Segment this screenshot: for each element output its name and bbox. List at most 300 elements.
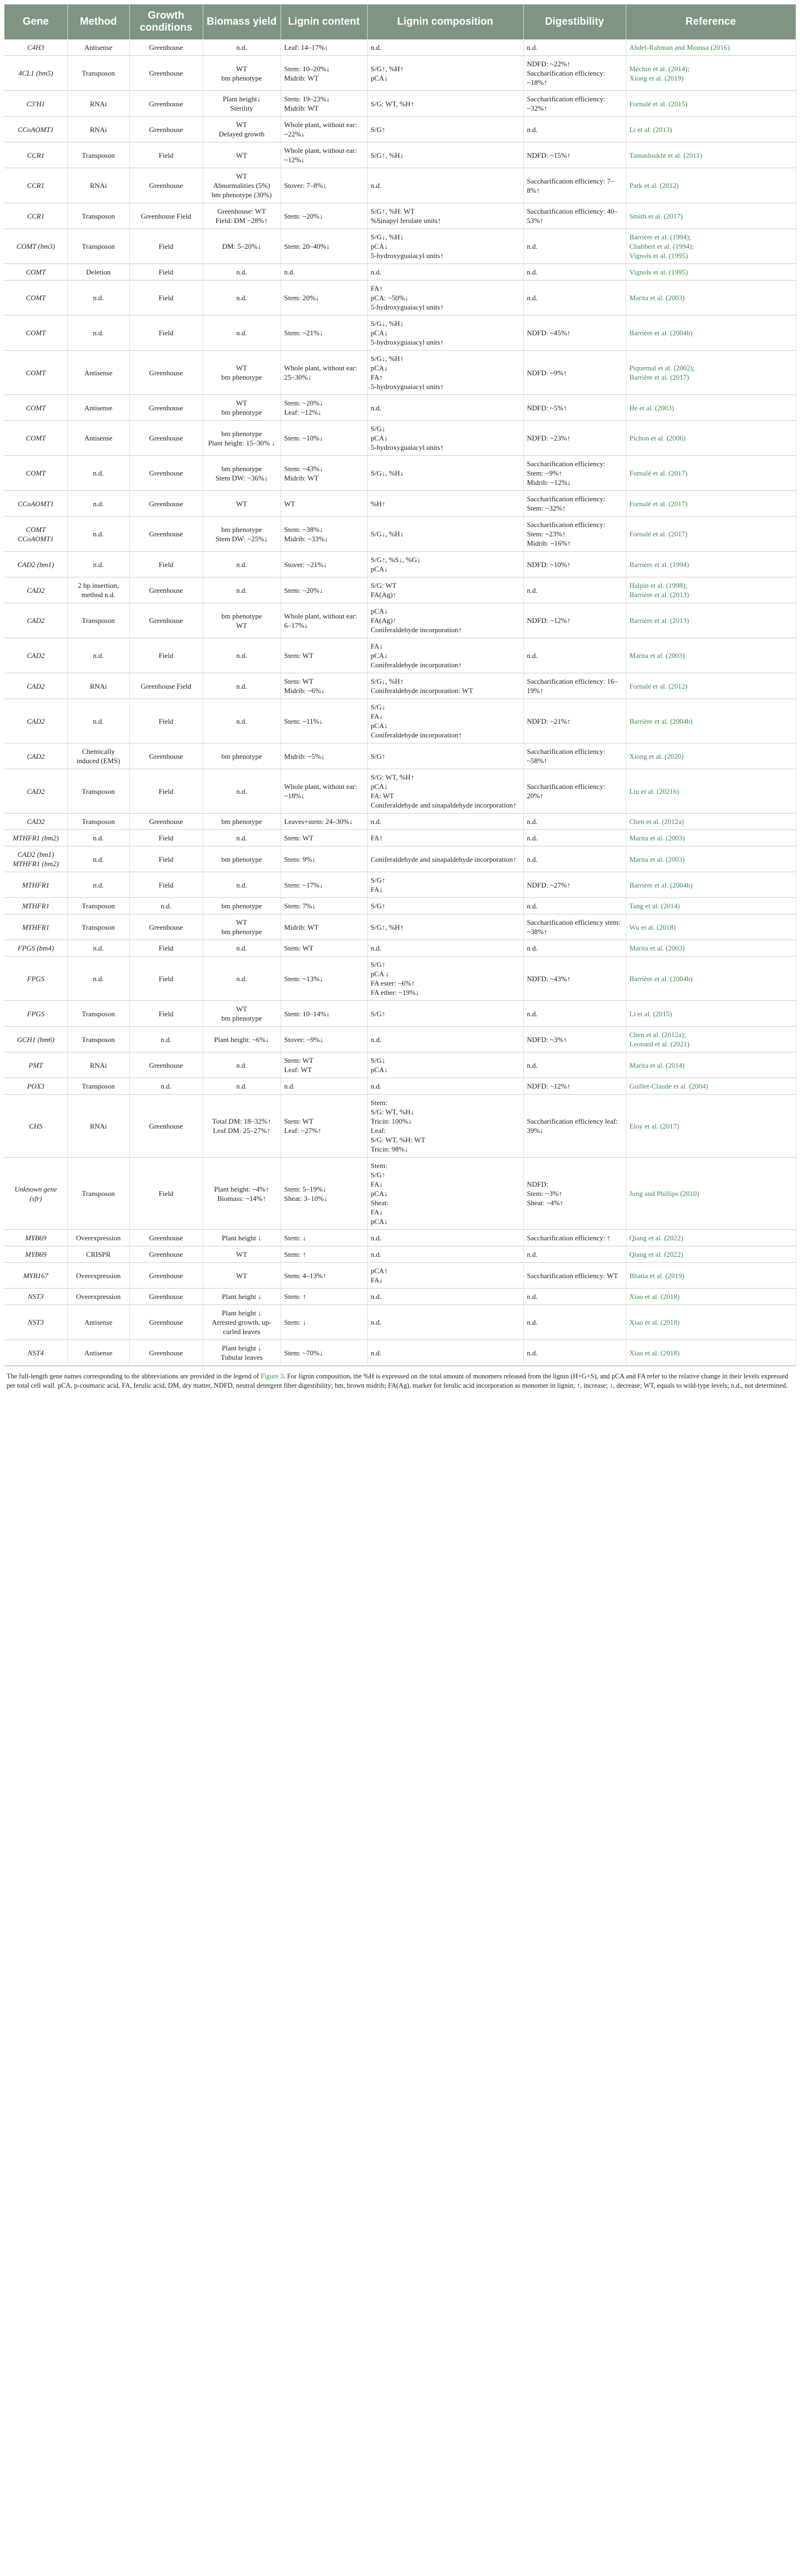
table-row xyxy=(4,351,796,395)
cell-reference[interactable]: Barrière et al. (1994); Chabbert et al. (1994); Vignols et al. (1995) xyxy=(626,229,796,264)
cell-growth-conditions: Greenhouse xyxy=(129,914,203,940)
cell-biomass-yield: WT bm phenotype xyxy=(203,1001,281,1027)
cell-biomass-yield: bm phenotype Plant height: 15–30% ↓ xyxy=(203,421,281,456)
cell-method: RNAi xyxy=(67,91,129,117)
cell-digestibility: Saccharification efficiency: Stem: ~9%↑ Midrib: ~12%↓ xyxy=(523,456,626,491)
cell-digestibility: Saccharification efficiency: 20%↑ xyxy=(523,769,626,814)
cell-method: Transposon xyxy=(67,203,129,229)
cell-gene: C4H3 xyxy=(4,39,67,56)
table-row xyxy=(4,1027,796,1052)
cell-reference[interactable]: Méchin et al. (2014); Xiong et al. (2019) xyxy=(626,56,796,91)
cell-biomass-yield: Greenhouse: WT Field: DM ~28%↑ xyxy=(203,203,281,229)
cell-reference[interactable]: Li et al. (2013) xyxy=(626,117,796,142)
cell-biomass-yield: WT Delayed growth xyxy=(203,117,281,142)
cell-biomass-yield: n.d. xyxy=(203,264,281,281)
cell-digestibility: n.d. xyxy=(523,281,626,316)
cell-lignin-content: Stem: WT Leaf: WT xyxy=(281,1052,367,1078)
cell-lignin-content: Whole plant, without ear: ~18%↓ xyxy=(281,769,367,814)
cell-lignin-content: Stover: 7–8%↓ xyxy=(281,168,367,203)
table-row xyxy=(4,957,796,1001)
cell-biomass-yield: n.d. xyxy=(203,1078,281,1095)
cell-growth-conditions: Field xyxy=(129,316,203,351)
cell-digestibility: NDFD: ~9%↑ xyxy=(523,351,626,395)
cell-reference[interactable]: Barrière et al. (2004b) xyxy=(626,699,796,743)
cell-lignin-composition: S/G: WT, %H↑ xyxy=(367,91,523,117)
cell-reference[interactable]: Qiang et al. (2022) xyxy=(626,1246,796,1263)
cell-digestibility: Saccharification efficiency: 7–8%↑ xyxy=(523,168,626,203)
cell-biomass-yield: WT xyxy=(203,1263,281,1289)
cell-reference[interactable]: Marita et al. (2003) xyxy=(626,638,796,673)
cell-gene: NST4 xyxy=(4,1340,67,1366)
cell-reference[interactable]: Fornalé et al. (2017) xyxy=(626,456,796,491)
cell-method: Chemically induced (EMS) xyxy=(67,743,129,769)
cell-method: Deletion xyxy=(67,264,129,281)
cell-reference[interactable]: Xiao et al. (2018) xyxy=(626,1289,796,1305)
cell-lignin-content: Stem: ~38%↓ Midrib: ~33%↓ xyxy=(281,517,367,552)
cell-digestibility: n.d. xyxy=(523,229,626,264)
cell-reference[interactable]: Liu et al. (2021b) xyxy=(626,769,796,814)
cell-reference[interactable]: Bhatia et al. (2019) xyxy=(626,1263,796,1289)
cell-method: n.d. xyxy=(67,940,129,957)
cell-lignin-content: Stem: ↓ xyxy=(281,1230,367,1246)
header-reference: Reference xyxy=(626,4,796,39)
cell-growth-conditions: Greenhouse xyxy=(129,577,203,603)
header-digestibility: Digestibility xyxy=(523,4,626,39)
table-row xyxy=(4,872,796,898)
cell-reference[interactable]: Chen et al. (2012a) xyxy=(626,814,796,830)
cell-lignin-content: Stem: ~13%↓ xyxy=(281,957,367,1001)
cell-biomass-yield: Plant height: ~6%↓ xyxy=(203,1027,281,1052)
cell-method: Transposon xyxy=(67,142,129,168)
table-container xyxy=(4,4,796,1395)
cell-reference[interactable]: He et al. (2003) xyxy=(626,395,796,421)
cell-lignin-composition: S/G↑ FA↓ xyxy=(367,872,523,898)
table-row xyxy=(4,638,796,673)
cell-digestibility: n.d. xyxy=(523,898,626,914)
cell-gene: 4CL1 (bm5) xyxy=(4,56,67,91)
cell-growth-conditions: Greenhouse xyxy=(129,91,203,117)
cell-reference[interactable]: Halpin et al. (1998); Barrière et al. (2013) xyxy=(626,577,796,603)
cell-gene: C3'H1 xyxy=(4,91,67,117)
cell-lignin-content: Stem: ~17%↓ xyxy=(281,872,367,898)
cell-lignin-content: Whole plant, without ear: 6–17%↓ xyxy=(281,603,367,638)
cell-gene: POX3 xyxy=(4,1078,67,1095)
cell-lignin-composition: FA↓ pCA↓ Coniferaldehyde incorporation↑ xyxy=(367,638,523,673)
cell-gene: COMT xyxy=(4,395,67,421)
cell-gene: GCH1 (bm6) xyxy=(4,1027,67,1052)
cell-digestibility: NDFD: ~23%↑ xyxy=(523,421,626,456)
cell-gene: MYB69 xyxy=(4,1230,67,1246)
cell-lignin-content: Stem: ~11%↓ xyxy=(281,699,367,743)
table-row xyxy=(4,39,796,56)
cell-growth-conditions: Greenhouse xyxy=(129,456,203,491)
table-row xyxy=(4,203,796,229)
cell-biomass-yield: n.d. xyxy=(203,552,281,577)
cell-digestibility: n.d. xyxy=(523,830,626,846)
table-body xyxy=(4,39,796,1366)
cell-growth-conditions: Field xyxy=(129,552,203,577)
cell-growth-conditions: Greenhouse xyxy=(129,351,203,395)
cell-lignin-composition: S/G↑ pCA ↓ FA ester: ~6%↑ FA ether: ~19%↓ xyxy=(367,957,523,1001)
cell-reference[interactable]: Abdel-Rahman and Moussa (2016) xyxy=(626,39,796,56)
cell-digestibility: n.d. xyxy=(523,1246,626,1263)
cell-lignin-content: Stem: ~10%↓ xyxy=(281,421,367,456)
cell-method: n.d. xyxy=(67,957,129,1001)
cell-lignin-composition: Coniferaldehyde and sinapaldehyde incorporation↑ xyxy=(367,846,523,872)
cell-method: Transposon xyxy=(67,898,129,914)
cell-reference[interactable]: Li et al. (2015) xyxy=(626,1001,796,1027)
cell-method: Transposon xyxy=(67,56,129,91)
table-row xyxy=(4,168,796,203)
table-row xyxy=(4,1078,796,1095)
cell-growth-conditions: Field xyxy=(129,872,203,898)
cell-biomass-yield: WT bm phenotype xyxy=(203,914,281,940)
cell-biomass-yield: bm phenotype Stem DW: ~36%↓ xyxy=(203,456,281,491)
cell-lignin-content: n.d. xyxy=(281,264,367,281)
cell-reference[interactable]: Barrière et al. (2004b) xyxy=(626,957,796,1001)
cell-biomass-yield: WT Abnormalities (5%) bm phenotype (30%) xyxy=(203,168,281,203)
table-row xyxy=(4,940,796,957)
cell-lignin-composition: S/G↓, %H↓ xyxy=(367,517,523,552)
cell-digestibility: NDFD: ~12%↑ xyxy=(523,1078,626,1095)
cell-lignin-composition: Stem: S/G↑ FA↓ pCA↓ Sheat: FA↓ pCA↓ xyxy=(367,1158,523,1230)
cell-method: Overexpression xyxy=(67,1263,129,1289)
cell-method: n.d. xyxy=(67,846,129,872)
cell-method: n.d. xyxy=(67,316,129,351)
cell-method: RNAi xyxy=(67,1095,129,1158)
cell-lignin-content: Stem: ↓ xyxy=(281,1305,367,1340)
cell-gene: NST3 xyxy=(4,1289,67,1305)
cell-reference[interactable]: Xiong et al. (2020) xyxy=(626,743,796,769)
table-row xyxy=(4,316,796,351)
table-row xyxy=(4,91,796,117)
cell-biomass-yield: WT bm phenotype xyxy=(203,395,281,421)
cell-gene: CAD2 xyxy=(4,638,67,673)
cell-method: RNAi xyxy=(67,117,129,142)
cell-digestibility: Saccharification efficiency: ~32%↑ xyxy=(523,91,626,117)
cell-method: n.d. xyxy=(67,830,129,846)
cell-method: Transposon xyxy=(67,1158,129,1230)
cell-method: n.d. xyxy=(67,281,129,316)
cell-lignin-content: Stem: ↑ xyxy=(281,1246,367,1263)
data-table xyxy=(4,4,796,1366)
cell-growth-conditions: Greenhouse xyxy=(129,814,203,830)
cell-lignin-composition: S/G↓ FA↓ pCA↓ Coniferaldehyde incorporation↑ xyxy=(367,699,523,743)
cell-gene: COMT xyxy=(4,456,67,491)
cell-digestibility: Saccharification efficiency: ↑ xyxy=(523,1230,626,1246)
cell-digestibility: Saccharification efficiency: Stem: ~32%↑ xyxy=(523,491,626,517)
cell-method: n.d. xyxy=(67,638,129,673)
header-row xyxy=(4,4,796,39)
cell-method: Transposon xyxy=(67,1078,129,1095)
header-growth-conditions: Growth conditions xyxy=(129,4,203,39)
cell-biomass-yield: n.d. xyxy=(203,957,281,1001)
cell-lignin-composition: S/G↑ xyxy=(367,743,523,769)
table-row xyxy=(4,456,796,491)
cell-reference[interactable]: Marita et al. (2003) xyxy=(626,281,796,316)
table-row xyxy=(4,769,796,814)
cell-digestibility: n.d. xyxy=(523,1052,626,1078)
cell-lignin-composition: S/G: WT FA(Ag)↑ xyxy=(367,577,523,603)
cell-gene: COMT CCoAOMT1 xyxy=(4,517,67,552)
cell-growth-conditions: Greenhouse xyxy=(129,603,203,638)
cell-reference[interactable]: Qiang et al. (2022) xyxy=(626,1230,796,1246)
cell-lignin-composition: FA↑ xyxy=(367,830,523,846)
cell-growth-conditions: Greenhouse xyxy=(129,1095,203,1158)
cell-biomass-yield: Plant height: ~4%↑ Biomass: ~14%↑ xyxy=(203,1158,281,1230)
table-row xyxy=(4,1158,796,1230)
cell-biomass-yield: Plant height ↓ xyxy=(203,1230,281,1246)
cell-reference[interactable]: Tamasloukht et al. (2011) xyxy=(626,142,796,168)
cell-reference[interactable]: Smith et al. (2017) xyxy=(626,203,796,229)
cell-lignin-composition: n.d. xyxy=(367,395,523,421)
cell-gene: CCR1 xyxy=(4,142,67,168)
cell-digestibility: n.d. xyxy=(523,1305,626,1340)
table-row xyxy=(4,56,796,91)
cell-lignin-content: Stem: ~43%↓ Midrib: WT xyxy=(281,456,367,491)
cell-digestibility: n.d. xyxy=(523,814,626,830)
table-row xyxy=(4,743,796,769)
table-row xyxy=(4,814,796,830)
cell-growth-conditions: Field xyxy=(129,940,203,957)
table-row xyxy=(4,1052,796,1078)
cell-biomass-yield: WT bm phenotype xyxy=(203,56,281,91)
cell-gene: CCR1 xyxy=(4,168,67,203)
cell-biomass-yield: n.d. xyxy=(203,39,281,56)
cell-method: Overexpression xyxy=(67,1289,129,1305)
cell-method: Overexpression xyxy=(67,1230,129,1246)
cell-reference[interactable]: Marita et al. (2003) xyxy=(626,846,796,872)
cell-lignin-composition: n.d. xyxy=(367,1078,523,1095)
cell-biomass-yield: n.d. xyxy=(203,1052,281,1078)
table-row xyxy=(4,517,796,552)
cell-biomass-yield: n.d. xyxy=(203,940,281,957)
cell-biomass-yield: n.d. xyxy=(203,872,281,898)
cell-biomass-yield: DM: 5–20%↓ xyxy=(203,229,281,264)
cell-lignin-composition: S/G↑ xyxy=(367,1001,523,1027)
cell-biomass-yield: bm phenotype xyxy=(203,814,281,830)
cell-gene: CAD2 xyxy=(4,577,67,603)
cell-gene: MTHFR1 xyxy=(4,898,67,914)
cell-method: n.d. xyxy=(67,872,129,898)
cell-growth-conditions: Greenhouse xyxy=(129,39,203,56)
cell-reference[interactable]: Marita et al. (2014) xyxy=(626,1052,796,1078)
cell-lignin-composition: n.d. xyxy=(367,940,523,957)
cell-method: n.d. xyxy=(67,552,129,577)
cell-lignin-composition: S/G↑, %H↑ pCA↓ xyxy=(367,56,523,91)
cell-lignin-composition: S/G↓, %H↓ pCA↓ 5-hydroxyguaiacyl units↑ xyxy=(367,316,523,351)
cell-gene: FPGS xyxy=(4,1001,67,1027)
cell-growth-conditions: n.d. xyxy=(129,1027,203,1052)
cell-growth-conditions: Greenhouse xyxy=(129,1246,203,1263)
cell-reference[interactable]: Barrière et al. (2004b) xyxy=(626,316,796,351)
table-row xyxy=(4,1095,796,1158)
cell-reference[interactable]: Eloy et al. (2017) xyxy=(626,1095,796,1158)
cell-reference[interactable]: Piquemal et al. (2002); Barrière et al. (2017) xyxy=(626,351,796,395)
cell-method: CRISPR xyxy=(67,1246,129,1263)
cell-growth-conditions: Greenhouse xyxy=(129,168,203,203)
cell-digestibility: Saccharification efficiency: 40–53%↑ xyxy=(523,203,626,229)
cell-digestibility: NDFD: ~5%↑ xyxy=(523,395,626,421)
cell-lignin-content: Stover: ~21%↓ xyxy=(281,552,367,577)
table-row xyxy=(4,846,796,872)
cell-reference[interactable]: Marita et al. (2003) xyxy=(626,940,796,957)
cell-digestibility: n.d. xyxy=(523,39,626,56)
cell-reference[interactable]: Park et al. (2012) xyxy=(626,168,796,203)
cell-method: Transposon xyxy=(67,769,129,814)
cell-gene: CCoAOMT1 xyxy=(4,117,67,142)
cell-growth-conditions: Field xyxy=(129,281,203,316)
cell-method: n.d. xyxy=(67,456,129,491)
header-method: Method xyxy=(67,4,129,39)
cell-growth-conditions: Field xyxy=(129,142,203,168)
cell-reference[interactable]: Jung and Phillips (2010) xyxy=(626,1158,796,1230)
cell-reference[interactable]: Tang et al. (2014) xyxy=(626,898,796,914)
cell-growth-conditions: Greenhouse xyxy=(129,491,203,517)
cell-method: Transposon xyxy=(67,1001,129,1027)
cell-gene: CAD2 xyxy=(4,673,67,699)
cell-reference[interactable]: Wu et al. (2018) xyxy=(626,914,796,940)
cell-lignin-content: Stem: 20%↓ xyxy=(281,281,367,316)
cell-digestibility: NDFD: ~3%↑ xyxy=(523,1027,626,1052)
cell-lignin-composition: S/G↑, %H↑ xyxy=(367,914,523,940)
cell-growth-conditions: Field xyxy=(129,638,203,673)
cell-lignin-composition: S/G↑ xyxy=(367,898,523,914)
table-row xyxy=(4,830,796,846)
cell-method: Transposon xyxy=(67,914,129,940)
cell-biomass-yield: bm phenotype xyxy=(203,898,281,914)
cell-gene: CHS xyxy=(4,1095,67,1158)
header-lignin-content: Lignin content xyxy=(281,4,367,39)
cell-lignin-content: Stem: ↑ xyxy=(281,1289,367,1305)
cell-reference[interactable]: Chen et al. (2012a); Leonard et al. (2021) xyxy=(626,1027,796,1052)
cell-method: Antisense xyxy=(67,351,129,395)
cell-lignin-content: Stem: 20–40%↓ xyxy=(281,229,367,264)
table-row xyxy=(4,1263,796,1289)
cell-gene: MYB69 xyxy=(4,1246,67,1263)
cell-reference[interactable]: Xiao et al. (2018) xyxy=(626,1340,796,1366)
cell-gene: MTHFR1 xyxy=(4,872,67,898)
cell-gene: CAD2 (bm1) MTHFR1 (bm2) xyxy=(4,846,67,872)
cell-growth-conditions: Greenhouse xyxy=(129,517,203,552)
cell-digestibility: NDFD: ~12%↑ xyxy=(523,603,626,638)
cell-lignin-composition: n.d. xyxy=(367,1230,523,1246)
cell-gene: PMT xyxy=(4,1052,67,1078)
cell-lignin-composition: S/G↓, %H↓ xyxy=(367,456,523,491)
table-row xyxy=(4,1230,796,1246)
cell-lignin-content: Stem: WT xyxy=(281,638,367,673)
cell-gene: MTHFR1 (bm2) xyxy=(4,830,67,846)
cell-reference[interactable]: Fornalé et al. (2015) xyxy=(626,91,796,117)
cell-gene: CAD2 xyxy=(4,743,67,769)
cell-reference[interactable]: Guillet-Claude et al. (2004) xyxy=(626,1078,796,1095)
cell-method: 2 bp insertion, method n.d. xyxy=(67,577,129,603)
cell-growth-conditions: Field xyxy=(129,1158,203,1230)
cell-reference[interactable]: Marita et al. (2003) xyxy=(626,830,796,846)
cell-digestibility: n.d. xyxy=(523,577,626,603)
cell-lignin-content: Midrib: WT xyxy=(281,914,367,940)
cell-growth-conditions: Greenhouse xyxy=(129,421,203,456)
cell-digestibility: NDFD: ~43%↑ xyxy=(523,957,626,1001)
cell-growth-conditions: Greenhouse Field xyxy=(129,673,203,699)
cell-growth-conditions: Greenhouse xyxy=(129,395,203,421)
cell-method: Transposon xyxy=(67,229,129,264)
cell-lignin-composition: S/G↓ pCA↓ xyxy=(367,1052,523,1078)
cell-lignin-content: Leaf: 14–17%↓ xyxy=(281,39,367,56)
cell-digestibility: NDFD: ~15%↑ xyxy=(523,142,626,168)
cell-reference[interactable]: Barrière et al. (1994) xyxy=(626,552,796,577)
cell-lignin-composition: S/G↑, %H: WT %Sinapyl ferulate units↑ xyxy=(367,203,523,229)
figure-3-link[interactable]: Figure 3 xyxy=(260,1372,284,1380)
cell-growth-conditions: Greenhouse xyxy=(129,1052,203,1078)
cell-digestibility: Saccharification efficiency: WT xyxy=(523,1263,626,1289)
cell-reference[interactable]: Barrière et al. (2013) xyxy=(626,603,796,638)
cell-reference[interactable]: Fornalé et al. (2017) xyxy=(626,491,796,517)
cell-growth-conditions: Greenhouse xyxy=(129,56,203,91)
cell-lignin-content: Whole plant, without ear: ~12%↓ xyxy=(281,142,367,168)
cell-biomass-yield: bm phenotype xyxy=(203,846,281,872)
cell-reference[interactable]: Vignols et al. (1995) xyxy=(626,264,796,281)
cell-method: RNAi xyxy=(67,673,129,699)
cell-gene: CAD2 xyxy=(4,814,67,830)
cell-method: RNAi xyxy=(67,168,129,203)
cell-lignin-composition: pCA↓ FA(Ag)↑ Coniferaldehyde incorporation↑ xyxy=(367,603,523,638)
cell-reference[interactable]: Barrière et al. (2004b) xyxy=(626,872,796,898)
table-row xyxy=(4,491,796,517)
cell-growth-conditions: Greenhouse xyxy=(129,1305,203,1340)
cell-reference[interactable]: Fornalé et al. (2012) xyxy=(626,673,796,699)
cell-gene: MYB167 xyxy=(4,1263,67,1289)
table-footnote xyxy=(4,1366,796,1395)
cell-reference[interactable]: Pichon et al. (2006) xyxy=(626,421,796,456)
table-row xyxy=(4,1305,796,1340)
cell-biomass-yield: bm phenotype Stem DW: ~25%↓ xyxy=(203,517,281,552)
footnote-text-after: . For lignin composition, the %H is expressed on the total amount of monomers released from the lignin (H+G+S), and pCA and FA refer to the relative change in their levels expressed per total cell wall. pCA, p-coumaric acid, FA, ferulic acid, DM, dry matter, NDFD, neutral detergent fiber digestibility; bm, brown midrib; FA(Ag), marker for ferulic acid incorporation as monomer in lignin; ↑, increase; ↓, decrease; WT, equals to wild-type levels; n.d., not determined. xyxy=(7,1372,788,1389)
cell-gene: CAD2 (bm1) xyxy=(4,552,67,577)
cell-method: n.d. xyxy=(67,517,129,552)
table-row xyxy=(4,552,796,577)
cell-biomass-yield: WT xyxy=(203,142,281,168)
cell-gene: Unknown gene (sfr) xyxy=(4,1158,67,1230)
cell-lignin-content: Stem: 5–19%↓ Sheat: 3–10%↓ xyxy=(281,1158,367,1230)
cell-lignin-composition: n.d. xyxy=(367,264,523,281)
cell-method: Antisense xyxy=(67,1305,129,1340)
cell-method: Antisense xyxy=(67,39,129,56)
cell-lignin-composition: S/G↓, %H↑ Coniferaldehyde incorporation: WT xyxy=(367,673,523,699)
cell-reference[interactable]: Fornalé et al. (2017) xyxy=(626,517,796,552)
cell-biomass-yield: n.d. xyxy=(203,577,281,603)
cell-lignin-content: Stem: 10–14%↓ xyxy=(281,1001,367,1027)
cell-growth-conditions: Greenhouse Field xyxy=(129,203,203,229)
table-header xyxy=(4,4,796,39)
footnote-text-before: The full-length gene names corresponding to the abbreviations are provided in the legend of xyxy=(7,1372,261,1380)
cell-lignin-composition: Stem: S/G: WT, %H↓ Tricin: 100%↓ Leaf: S/G: WT, %H: WT Tricin: 98%↓ xyxy=(367,1095,523,1158)
cell-biomass-yield: Plant height↓ Sterility xyxy=(203,91,281,117)
cell-method: Antisense xyxy=(67,421,129,456)
cell-biomass-yield: bm phenotype xyxy=(203,743,281,769)
cell-growth-conditions: Greenhouse xyxy=(129,1230,203,1246)
cell-growth-conditions: Field xyxy=(129,699,203,743)
cell-lignin-content: Stem: 10–20%↓ Midrib: WT xyxy=(281,56,367,91)
table-row xyxy=(4,1246,796,1263)
table-row xyxy=(4,281,796,316)
cell-gene: COMT xyxy=(4,264,67,281)
table-row xyxy=(4,1289,796,1305)
cell-gene: CCR1 xyxy=(4,203,67,229)
cell-gene: CCoAOMT1 xyxy=(4,491,67,517)
cell-lignin-composition: S/G↑, %H↓ xyxy=(367,142,523,168)
cell-reference[interactable]: Xiao et al. (2018) xyxy=(626,1305,796,1340)
